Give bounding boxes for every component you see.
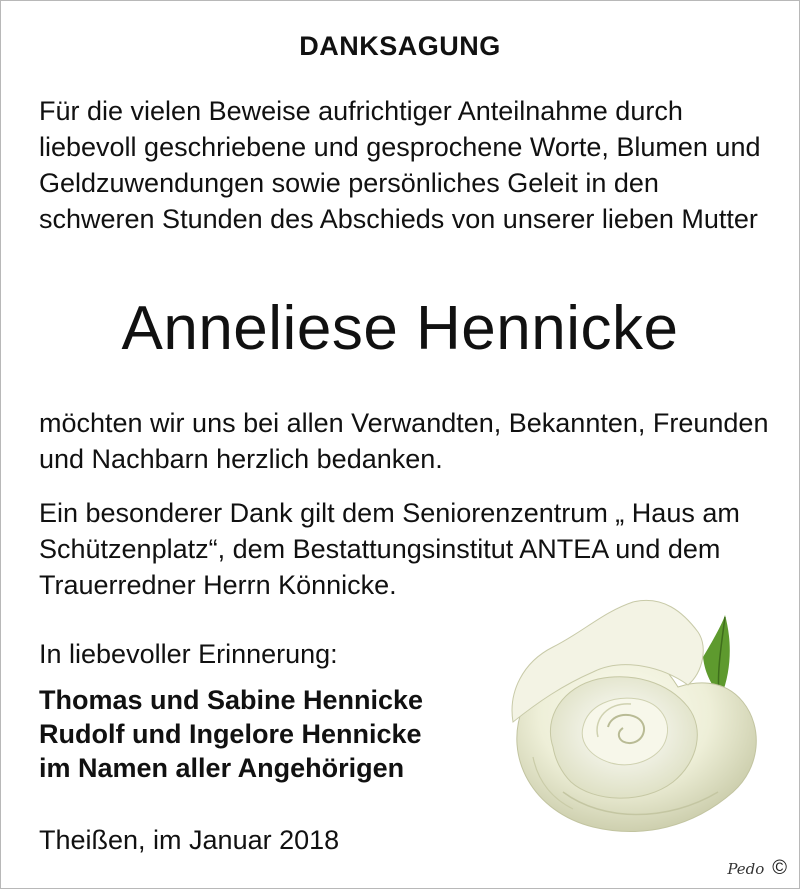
place-date: Theißen, im Januar 2018: [39, 825, 340, 855]
signer-line: im Namen aller Angehörigen: [39, 753, 405, 783]
signer-line: Rudolf und Ingelore Hennicke: [39, 719, 422, 749]
thanks-paragraph: möchten wir uns bei allen Verwandten, Bekannten, Freunden und Nachbarn herzlich bedanken.: [39, 408, 769, 474]
deceased-name: Anneliese Hennicke: [121, 294, 679, 363]
in-memory-line: In liebevoller Erinnerung:: [39, 639, 338, 669]
special-thanks-paragraph: Ein besonderer Dank gilt dem Seniorenzentrum „ Haus am Schützenplatz“, dem Bestattungsinstitut ANTEA und dem Trauerredner Herrn Könnicke.: [39, 498, 740, 600]
intro-paragraph: Für die vielen Beweise aufrichtiger Anteilnahme durch liebevoll geschriebene und gesprochene Worte, Blumen und Geldzuwendungen sowie persönliches Geleit in den schweren Stunden des Abschieds von unserer lieben Mutter: [39, 96, 761, 234]
copyright-icon: ©: [772, 857, 787, 879]
signer-line: Thomas und Sabine Hennicke: [39, 685, 424, 715]
signers-list: [39, 683, 423, 785]
notice-heading: DANKSAGUNG: [299, 31, 501, 61]
artist-signature: Pedo: [727, 859, 765, 878]
credit-mark: [727, 857, 787, 880]
white-rose-image: [493, 587, 783, 847]
